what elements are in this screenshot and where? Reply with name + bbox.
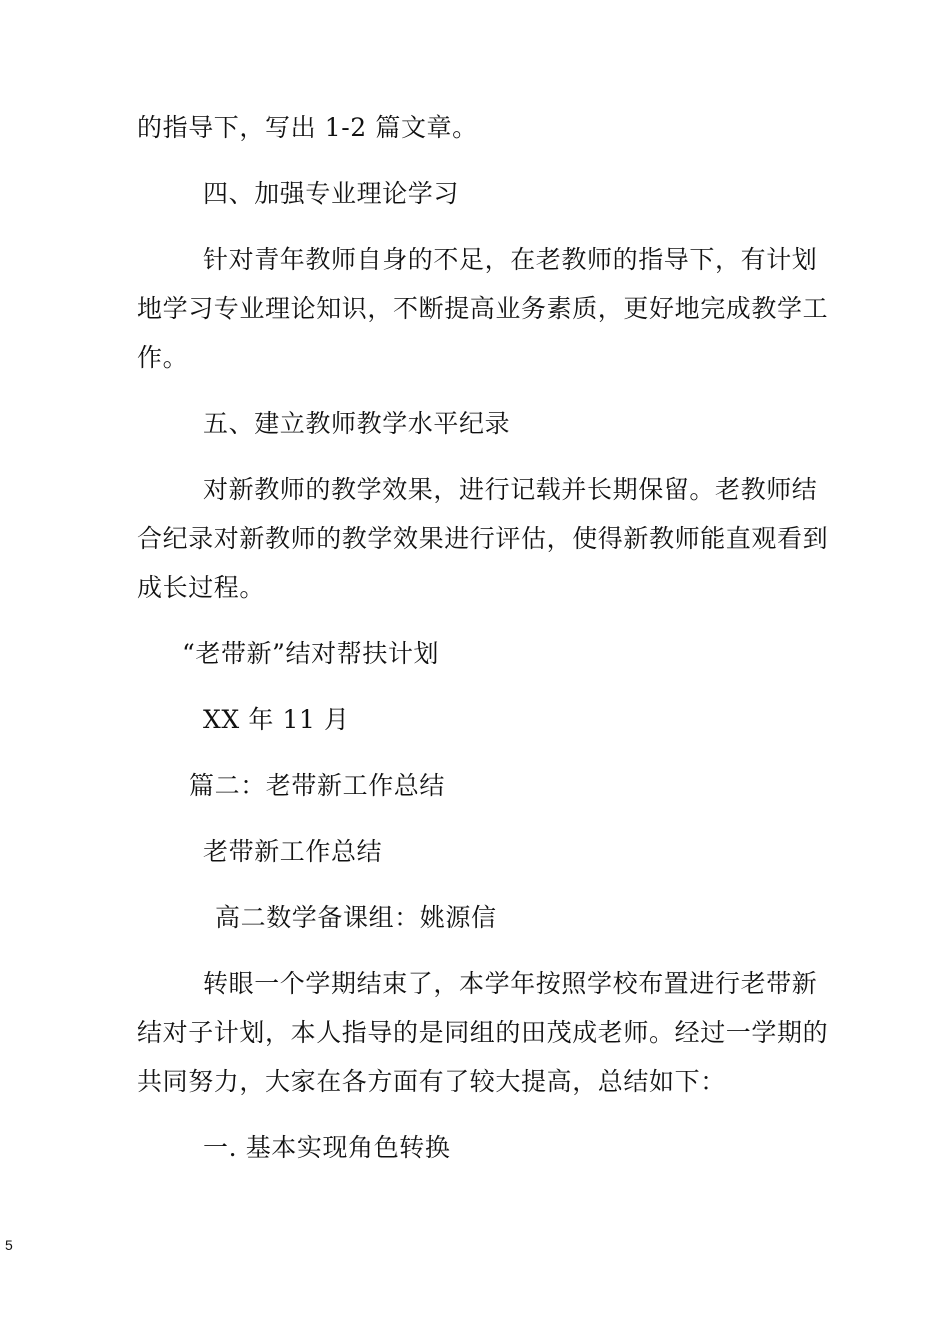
paragraph-line: 结对子计划，本人指导的是同组的田茂成老师。经过一学期的 bbox=[137, 1018, 829, 1047]
page-number: 5 bbox=[5, 1237, 13, 1253]
author-line: 高二数学备课组：姚源信 bbox=[215, 903, 497, 932]
section-heading: 四、加强专业理论学习 bbox=[203, 179, 460, 208]
date-line: XX 年 11 月 bbox=[203, 705, 350, 734]
paragraph-line: 地学习专业理论知识，不断提高业务素质，更好地完成教学工 bbox=[137, 294, 829, 323]
chapter-heading: 篇二：老带新工作总结 bbox=[189, 771, 446, 800]
paragraph-line: 共同努力，大家在各方面有了较大提高，总结如下： bbox=[137, 1067, 726, 1096]
paragraph-line: 的指导下，写出 1-2 篇文章。 bbox=[137, 113, 478, 142]
paragraph-line: 成长过程。 bbox=[137, 573, 266, 602]
paragraph-line: 作。 bbox=[137, 343, 189, 372]
section-heading: 五、建立教师教学水平纪录 bbox=[203, 409, 511, 438]
summary-title: 老带新工作总结 bbox=[203, 837, 383, 866]
paragraph-line: 针对青年教师自身的不足，在老教师的指导下，有计划 bbox=[203, 245, 818, 274]
paragraph-line: 合纪录对新教师的教学效果进行评估，使得新教师能直观看到 bbox=[137, 524, 829, 553]
paragraph-line: 对新教师的教学效果，进行记载并长期保留。老教师结 bbox=[203, 475, 818, 504]
section-heading: 一. 基本实现角色转换 bbox=[203, 1133, 451, 1162]
plan-title: “老带新”结对帮扶计划 bbox=[182, 639, 440, 668]
paragraph-line: 转眼一个学期结束了，本学年按照学校布置进行老带新 bbox=[203, 969, 818, 998]
